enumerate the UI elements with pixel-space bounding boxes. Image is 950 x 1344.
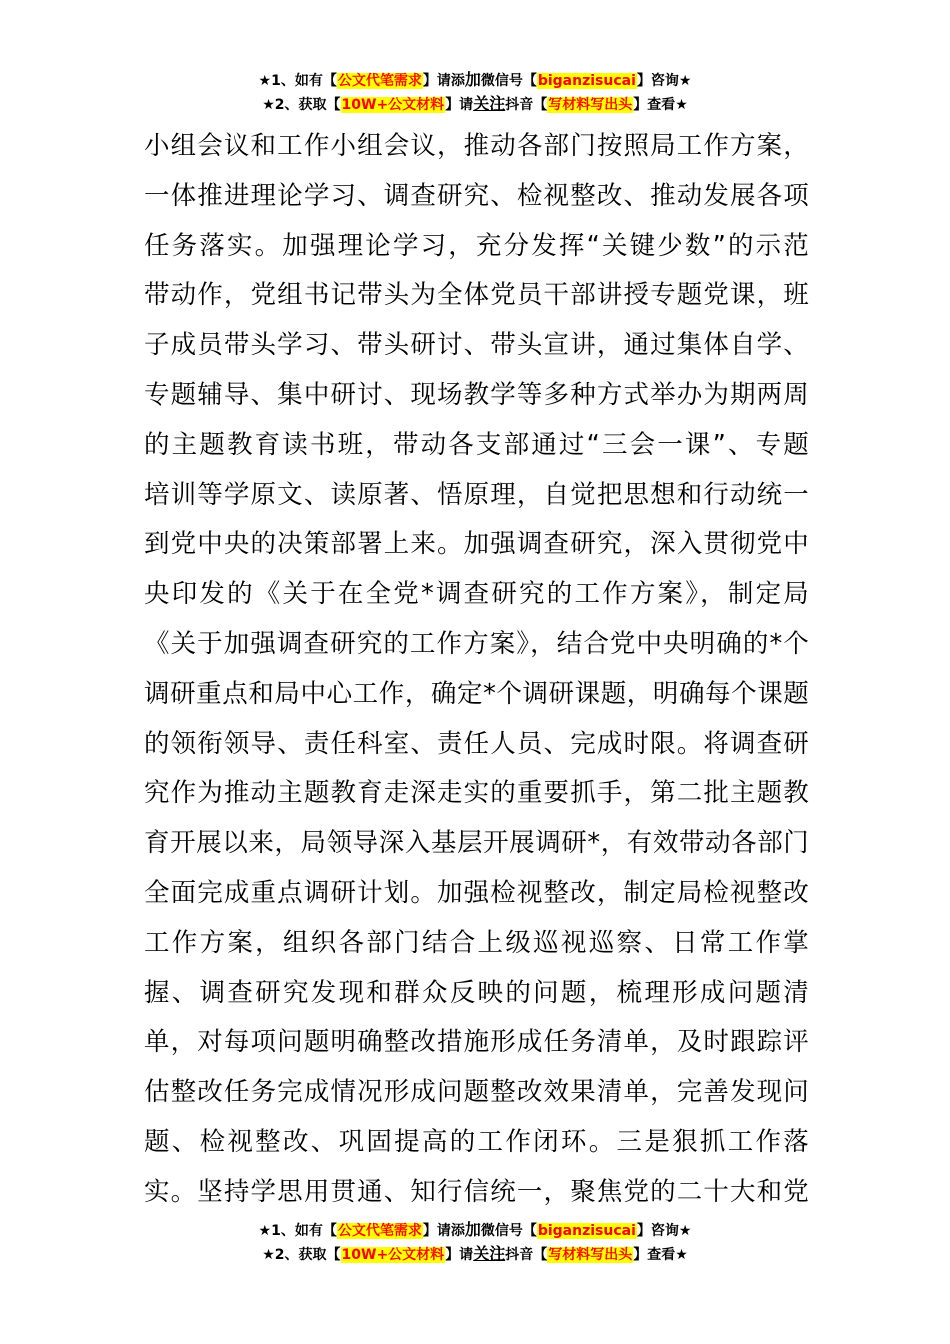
text-line: 估整改任务完成情况形成问题整改效果清单，完善发现问 (144, 1077, 809, 1108)
wechat-id: biganzisucai (537, 73, 636, 89)
text-line: 全面完成重点调研计划。加强检视整改，制定局检视整改 (144, 877, 809, 908)
banner-text: 】查看★ (633, 1247, 688, 1263)
emphasis-text: 加 (464, 1220, 481, 1239)
text-line: 专题辅导、集中研讨、现场教学等多种方式举办为期两周 (144, 379, 809, 410)
banner-text: 】咨询★ (636, 73, 692, 89)
highlight-text: 10W+公文材料 (341, 97, 445, 113)
text-line: 子成员带头学习、带头研讨、带头宣讲，通过集体自学、 (144, 330, 809, 361)
emphasis-text: 加 (464, 70, 481, 89)
banner-text: ★1、如有【 (258, 1223, 337, 1239)
banner-text: 】请添 (422, 73, 465, 89)
text-line: 的主题教育读书班，带动各支部通过“三会一课”、专题 (144, 429, 809, 460)
highlight-text: 公文代笔需求 (337, 73, 422, 89)
text-line: 小组会议和工作小组会议，推动各部门按照局工作方案， (144, 131, 809, 161)
banner-text: 抖音【 (505, 1247, 548, 1263)
banner-line-2 (0, 1242, 950, 1266)
text-line: 育开展以来，局领导深入基层开展调研*，有效带动各部门 (144, 828, 809, 859)
footer-banner (0, 1218, 950, 1266)
text-line: 实。坚持学思用贯通、知行信统一，聚焦党的二十大和党 (144, 1176, 809, 1207)
highlight-text: 10W+公文材料 (341, 1247, 445, 1263)
text-line: 题、检视整改、巩固提高的工作闭环。三是狠抓工作落 (144, 1126, 809, 1157)
banner-text: 】请 (445, 97, 474, 113)
text-line: 培训等学原文、读原著、悟原理，自觉把思想和行动统一 (144, 479, 809, 510)
emphasis-text: 关注 (473, 94, 506, 113)
text-line: 任务落实。加强理论学习，充分发挥“关键少数”的示范 (144, 230, 809, 261)
banner-text: 抖音【 (505, 97, 548, 113)
banner-line-1 (0, 1218, 950, 1242)
banner-text: 】请 (445, 1247, 474, 1263)
douyin-id: 写材料写出头 (548, 1247, 633, 1263)
text-line: 带动作，党组书记带头为全体党员干部讲授专题党课，班 (144, 280, 809, 311)
banner-text: ★1、如有【 (258, 73, 337, 89)
text-line: 一体推进理论学习、调查研究、检视整改、推动发展各项 (144, 180, 809, 211)
banner-text: 微信号【 (480, 73, 537, 89)
text-line: 工作方案，组织各部门结合上级巡视巡察、日常工作掌 (144, 927, 809, 958)
text-line: 《关于加强调查研究的工作方案》，结合党中央明确的*个 (144, 628, 809, 659)
text-line: 到党中央的决策部署上来。加强调查研究，深入贯彻党中 (144, 529, 809, 560)
text-line: 调研重点和局中心工作，确定*个调研课题，明确每个课题 (144, 678, 809, 709)
douyin-id: 写材料写出头 (548, 97, 633, 113)
banner-line-1 (0, 68, 950, 92)
highlight-text: 公文代笔需求 (337, 1223, 422, 1239)
text-line: 央印发的《关于在全党*调查研究的工作方案》，制定局 (144, 579, 809, 610)
banner-text: ★2、获取【 (262, 97, 341, 113)
banner-text: 微信号【 (480, 1223, 537, 1239)
emphasis-text: 关注 (473, 1244, 506, 1263)
text-line: 握、调查研究发现和群众反映的问题，梳理形成问题清 (144, 977, 809, 1008)
banner-text: 】查看★ (633, 97, 688, 113)
banner-text: 】请添 (422, 1223, 465, 1239)
wechat-id: biganzisucai (537, 1223, 636, 1239)
text-line: 究作为推动主题教育走深走实的重要抓手，第二批主题教 (144, 778, 809, 809)
header-banner (0, 68, 950, 116)
banner-line-2 (0, 92, 950, 116)
banner-text: 】咨询★ (636, 1223, 692, 1239)
banner-text: ★2、获取【 (262, 1247, 341, 1263)
text-line: 的领衔领导、责任科室、责任人员、完成时限。将调查研 (144, 728, 809, 759)
document-body (144, 122, 809, 1218)
text-line: 单，对每项问题明确整改措施形成任务清单，及时跟踪评 (144, 1027, 809, 1058)
